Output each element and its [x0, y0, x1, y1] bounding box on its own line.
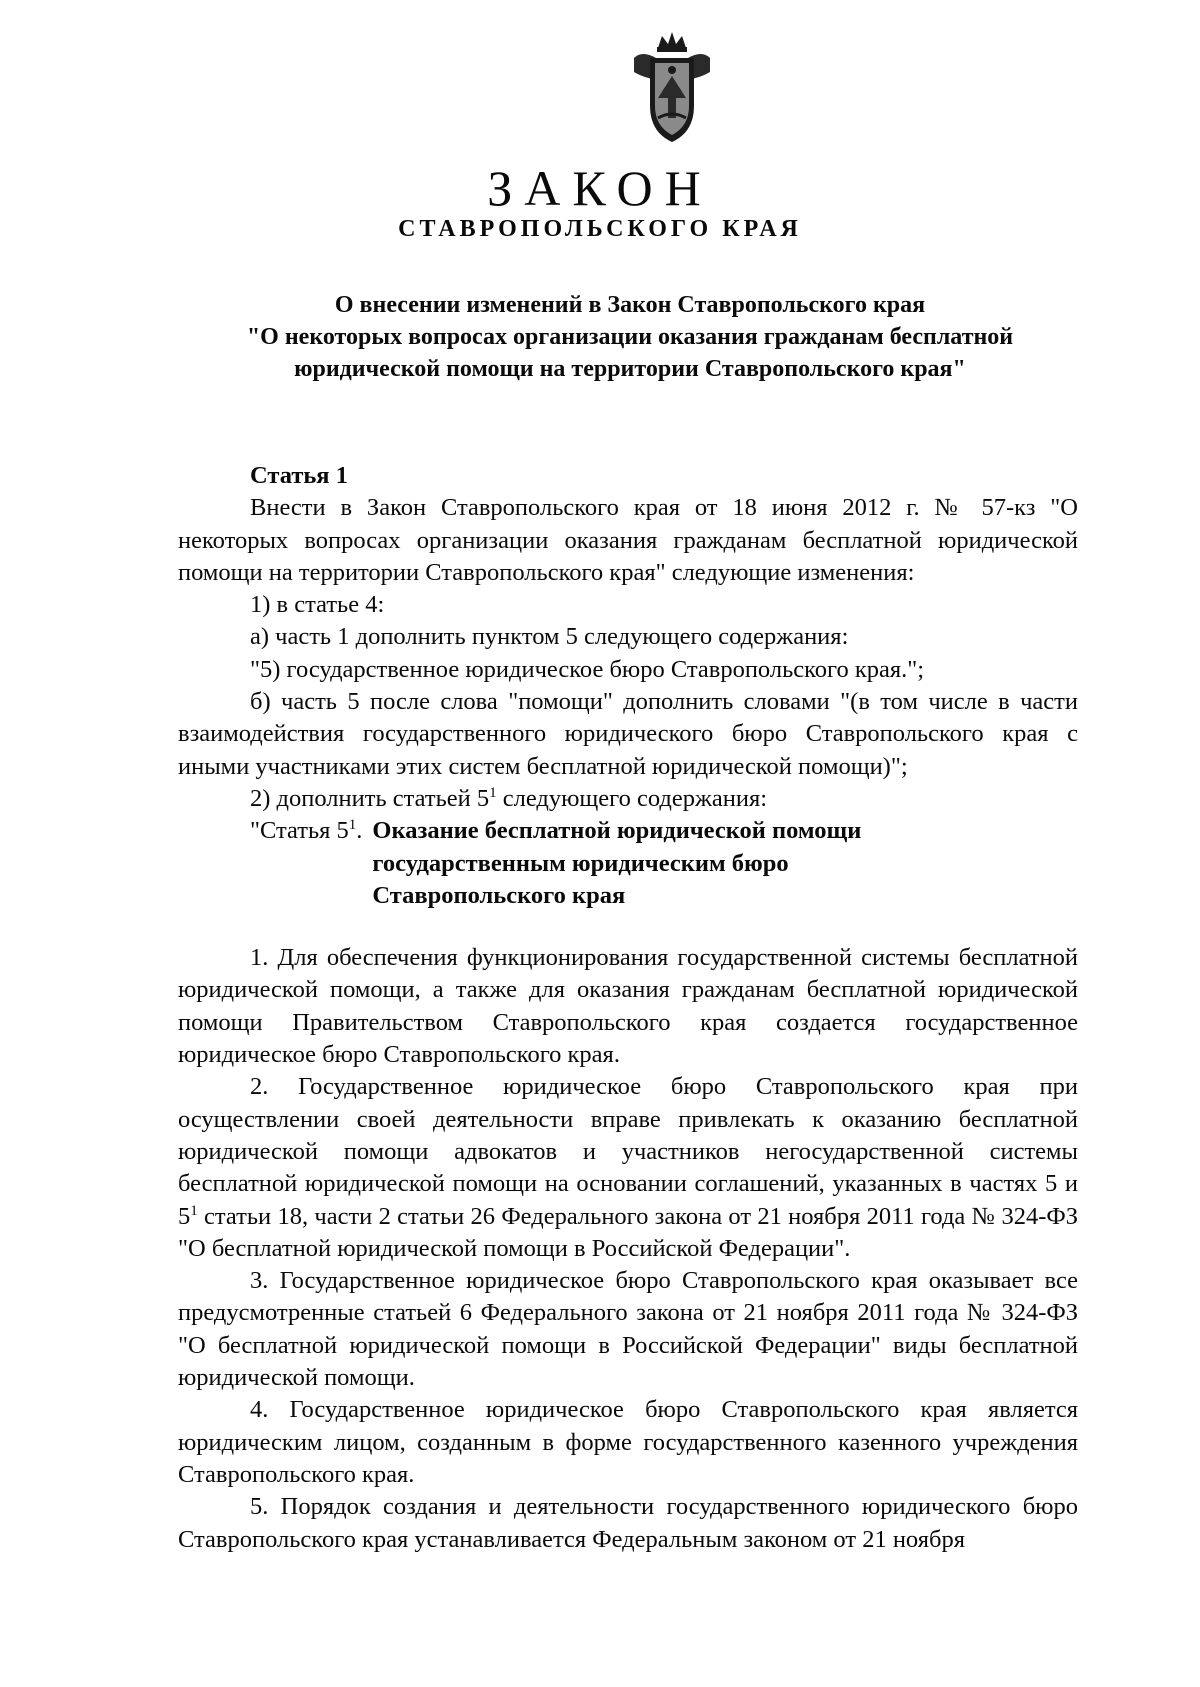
superscript: 1: [348, 817, 357, 834]
paragraph-2-text: 2. Государственное юридическое бюро Ставропольского края при осуществлении своей деятельности вправе привлекать к оказанию бесплатной юридической помощи адвокатов и участников негосударственной системы бесплатной юридической помощи на основании соглашений, указанных в частях 5 и 5: [178, 1073, 1078, 1230]
article-label-dot: .: [356, 817, 363, 845]
coat-of-arms-icon: [628, 28, 716, 146]
amendment-item-2: [178, 783, 1078, 815]
amendment-item-1a-text: "5) государственное юридическое бюро Ставропольского края.";: [250, 655, 925, 683]
article-5-1-title-line-2: государственным юридическим бюро: [372, 849, 789, 877]
spacer: [178, 912, 1078, 942]
article-5-1-paragraph-3: 3. Государственное юридическое бюро Ставропольского края оказывает все предусмотренные статьей 6 Федерального закона от 21 ноября 2011 года № 324-ФЗ "О бесплатной юридической помощи в Российской Федерации" виды бесплатной юридической помощи.: [178, 1267, 1078, 1392]
amendment-item-1b: б) часть 5 после слова "помощи" дополнить словами "(в том числе в части взаимодействия государственного юридического бюро Ставропольского края с иными участниками этих систем бесплатной юридической помощи)";: [178, 688, 1078, 780]
law-title: [160, 289, 1100, 385]
amendment-item-1a: а) часть 1 дополнить пунктом 5 следующего содержания:: [250, 623, 849, 651]
superscript: 1: [190, 1202, 198, 1219]
item-2-text: 2) дополнить статьей 5: [250, 784, 490, 812]
law-title-line-3: юридической помощи на территории Ставропольского края": [294, 356, 966, 382]
article-5-1-paragraph-1: 1. Для обеспечения функционирования государственной системы бесплатной юридической помощи, а также для оказания гражданам бесплатной юридической помощи Правительством Ставропольского края создается государственное юридическое бюро Ставропольского края.: [178, 944, 1078, 1069]
law-title-line-2: "О некоторых вопросах организации оказания гражданам бесплатной: [246, 324, 1014, 350]
article-1-intro: Внести в Закон Ставропольского края от 18 июня 2012 г. № 57-кз "О некоторых вопросах организации оказания гражданам бесплатной юридической помощи на территории Ставропольского края" следующие изменения:: [178, 494, 1078, 586]
amendment-item-1: 1) в статье 4:: [250, 591, 385, 619]
document-body: [178, 460, 1078, 1556]
article-5-1-label: [250, 815, 372, 912]
paragraph-2-text-end: статьи 18, части 2 статьи 26 Федерального закона от 21 ноября 2011 года № 324-ФЗ "О бесплатной юридической помощи в Российской Федерации".: [178, 1202, 1078, 1262]
law-heading: ЗАКОН: [487, 160, 713, 216]
law-title-line-1: О внесении изменений в Закон Ставропольского края: [334, 292, 926, 318]
superscript: 1: [489, 784, 497, 801]
article-5-1-title-line-3: Ставропольского края: [372, 881, 626, 909]
article-5-1-header: [250, 815, 1078, 912]
region-heading: СТАВРОПОЛЬСКОГО КРАЯ: [398, 216, 802, 242]
article-label-text: "Статья 5: [250, 817, 349, 845]
article-5-1-title-line-1: Оказание бесплатной юридической помощи: [372, 817, 862, 845]
article-5-1-paragraph-4: 4. Государственное юридическое бюро Ставропольского края является юридическим лицом, созданным в форме государственного казенного учреждения Ставропольского края.: [178, 1396, 1078, 1488]
article-5-1-title: [372, 815, 861, 912]
article-1-heading: Статья 1: [250, 462, 348, 489]
item-2-text-end: следующего содержания:: [496, 784, 768, 812]
article-5-1-paragraph-2: [178, 1071, 1078, 1265]
article-5-1-paragraph-5: 5. Порядок создания и деятельности государственного юридического бюро Ставропольского края устанавливается Федеральным законом от 21 ноября: [178, 1493, 1078, 1553]
